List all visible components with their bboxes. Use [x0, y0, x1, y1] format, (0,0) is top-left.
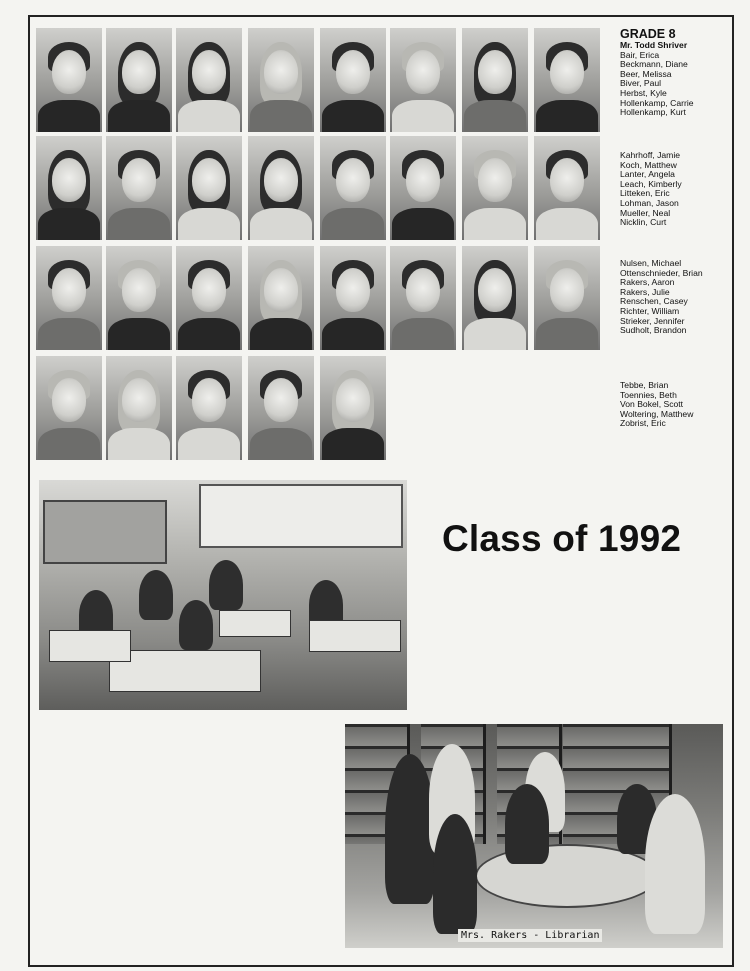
portrait [106, 356, 172, 460]
portrait [106, 246, 172, 350]
student-name: Herbst, Kyle [620, 87, 667, 98]
portrait [320, 28, 386, 132]
student-name: Tebbe, Brian [620, 380, 669, 390]
portrait [36, 356, 102, 460]
student-name: Nicklin, Curt [620, 217, 667, 228]
student-name: Hollenkamp, Carrie [620, 97, 694, 108]
library-caption: Mrs. Rakers - Librarian [458, 929, 602, 942]
class-headline: Class of 1992 [442, 518, 682, 559]
portrait [176, 28, 242, 132]
teacher-name: Mr. Todd Shriver [620, 40, 688, 50]
student-name: Ottenschnieder, Brian [620, 267, 703, 278]
student-name: Bair, Erica [620, 49, 660, 60]
desk [49, 630, 131, 662]
student-name: Rakers, Julie [620, 286, 670, 297]
grade-title: GRADE 8 [620, 27, 676, 41]
student-figure [433, 814, 477, 934]
student-name: Toennies, Beth [620, 389, 677, 400]
portrait [36, 246, 102, 350]
portrait [390, 28, 456, 132]
student-name: Zobrist, Eric [620, 418, 666, 429]
student-figure [645, 794, 705, 934]
student-name: Kahrhoff, Jamie [620, 150, 681, 160]
portrait [534, 28, 600, 132]
student-name: Leach, Kimberly [620, 178, 682, 189]
portrait [248, 136, 314, 240]
portrait [534, 246, 600, 350]
desk [309, 620, 401, 652]
bulletin-board [43, 500, 167, 564]
portrait [390, 246, 456, 350]
student-name: Beer, Melissa [620, 68, 672, 79]
portrait [36, 136, 102, 240]
library-photo [345, 724, 723, 948]
portrait [320, 246, 386, 350]
student-name: Lanter, Angela [620, 169, 675, 180]
roster-block-2 [620, 151, 682, 228]
portrait [106, 28, 172, 132]
student-figure [385, 754, 435, 904]
student-name: Woltering, Matthew [620, 408, 694, 419]
desk [109, 650, 261, 692]
student-figure [209, 560, 243, 610]
student-name: Koch, Matthew [620, 159, 677, 170]
student-name: Sudholt, Brandon [620, 325, 687, 336]
student-name: Renschen, Casey [620, 296, 688, 307]
portrait [176, 356, 242, 460]
portrait [320, 356, 386, 460]
student-name: Lohman, Jason [620, 197, 679, 208]
student-name: Nulsen, Michael [620, 258, 682, 268]
student-name: Litteken, Eric [620, 188, 670, 199]
student-name: Richter, William [620, 305, 680, 316]
portrait [248, 356, 314, 460]
portrait [176, 246, 242, 350]
portrait [176, 136, 242, 240]
portrait [106, 136, 172, 240]
student-figure [505, 784, 549, 864]
desk [219, 610, 291, 637]
classroom-window [199, 484, 403, 548]
student-name: Von Bokel, Scott [620, 399, 684, 410]
portrait-teacher [36, 28, 102, 132]
portrait [320, 136, 386, 240]
roster-block-3 [620, 259, 703, 336]
student-name: Biver, Paul [620, 78, 662, 89]
portrait [534, 136, 600, 240]
portrait [248, 28, 314, 132]
student-name: Strieker, Jennifer [620, 315, 685, 326]
student-name: Hollenkamp, Kurt [620, 107, 686, 118]
student-name: Mueller, Neal [620, 207, 671, 218]
student-name: Beckmann, Diane [620, 59, 688, 70]
student-figure [179, 600, 213, 650]
roster-block-1 [620, 28, 694, 118]
portrait [462, 246, 528, 350]
student-name: Rakers, Aaron [620, 277, 675, 288]
portrait [390, 136, 456, 240]
portrait [462, 28, 528, 132]
classroom-photo [39, 480, 407, 710]
portrait [462, 136, 528, 240]
student-figure [139, 570, 173, 620]
roster-block-4 [620, 381, 693, 429]
portrait [248, 246, 314, 350]
